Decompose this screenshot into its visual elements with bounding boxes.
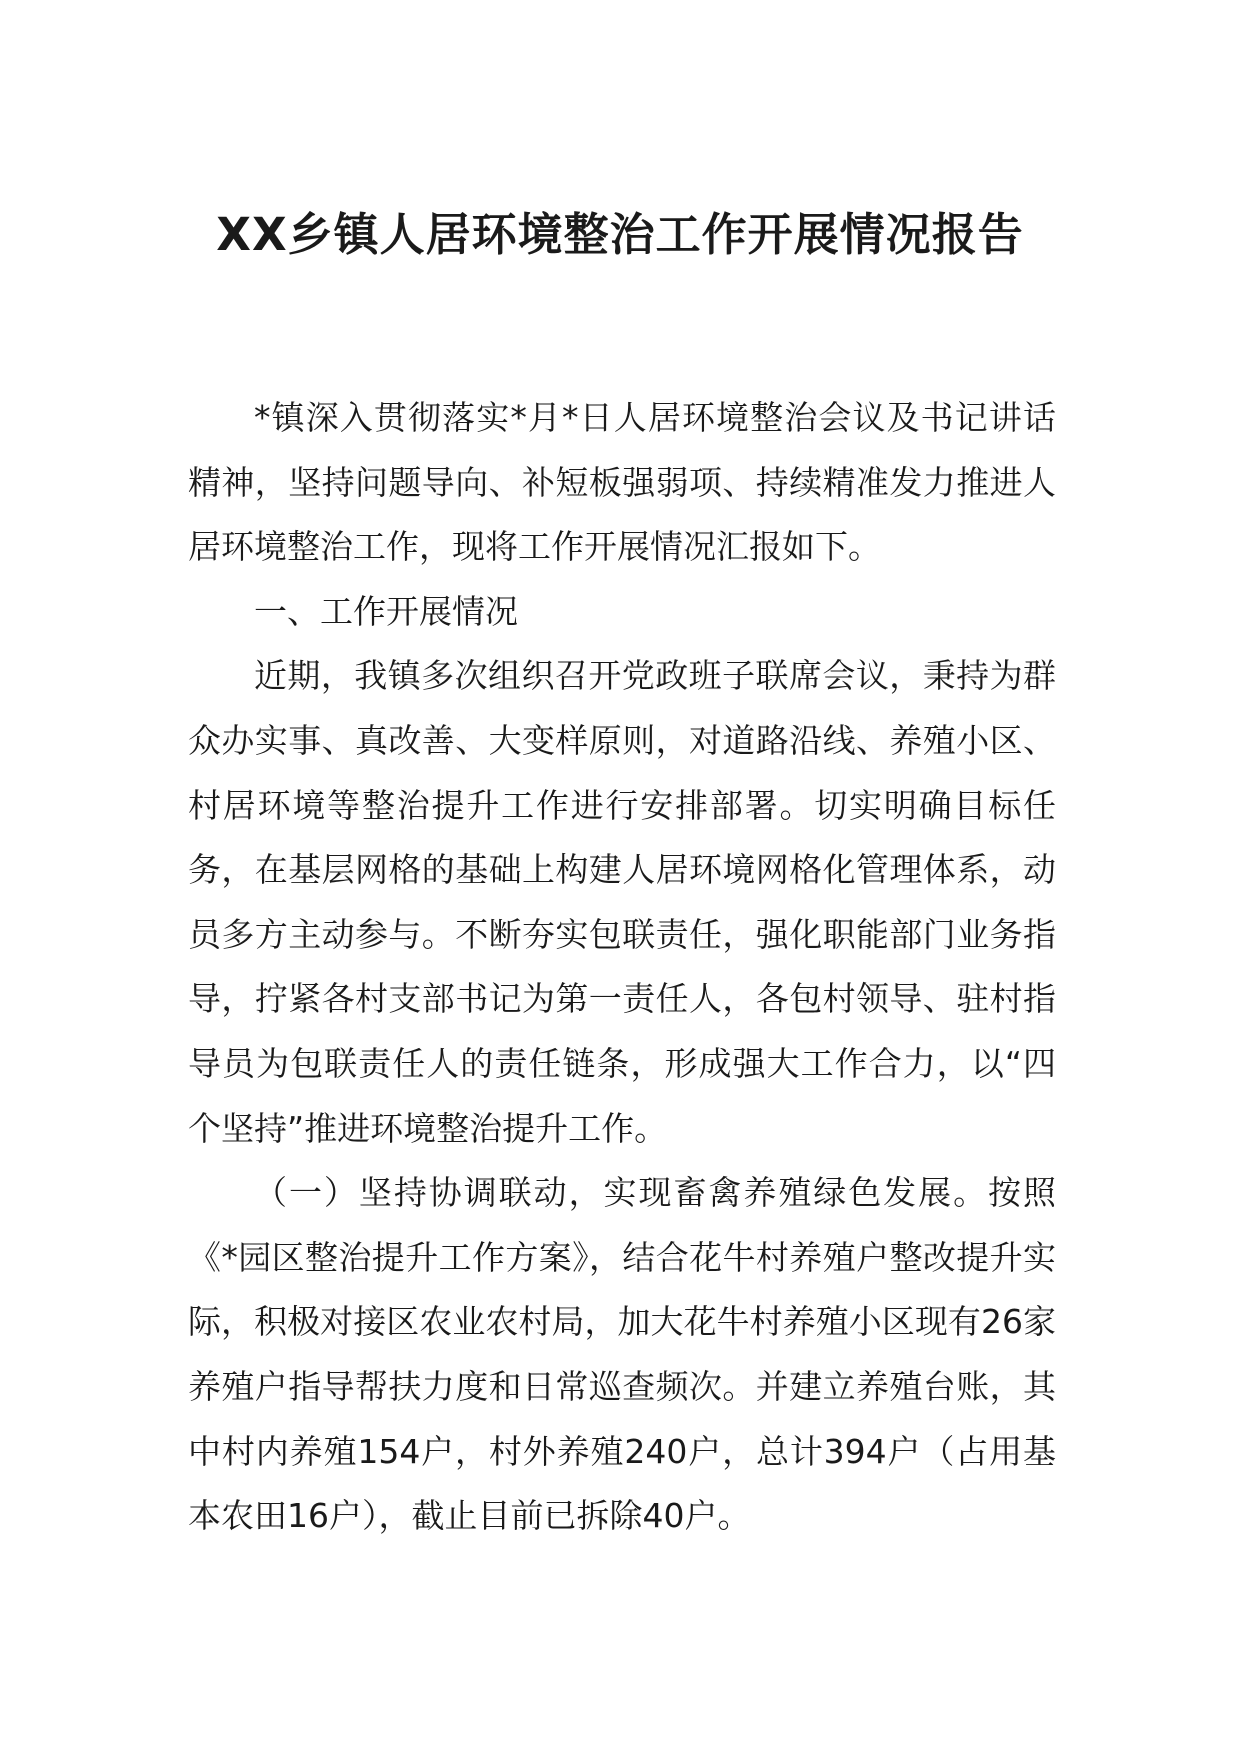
paragraph-overview: 近期，我镇多次组织召开党政班子联席会议，秉持为群众办实事、真改善、大变样原则，对道路沿线、养殖小区、村居环境等整治提升工作进行安排部署。切实明确目标任务，在基层网格的基础上构建人居环境网格化管理体系，动员多方主动参与。不断夯实包联责任，强化职能部门业务指导，拧紧各村支部书记为第一责任人，各包村领导、驻村指导员为包联责任人的责任链条，形成强大工作合力，以“四个坚持”推进环境整治提升工作。 — [188, 656, 1056, 1148]
paragraph-subsection-1: （一）坚持协调联动，实现畜禽养殖绿色发展。按照《*园区整治提升工作方案》，结合花牛村养殖户整改提升实际，积极对接区农业农村局，加大花牛村养殖小区现有26家养殖户指导帮扶力度和日常巡查频次。并建立养殖台账，其中村内养殖154户，村外养殖240户，总计394户（占用基本农田16户），截止目前已拆除40户。 — [188, 1173, 1056, 1536]
section-heading: 一、工作开展情况 — [254, 591, 518, 631]
document-body — [188, 386, 1056, 1549]
paragraph-intro: *镇深入贯彻落实*月*日人居环境整治会议及书记讲话精神，坚持问题导向、补短板强弱项、持续精准发力推进人居环境整治工作，现将工作开展情况汇报如下。 — [188, 398, 1056, 567]
document-title: XX乡镇人居环境整治工作开展情况报告 — [216, 208, 1024, 261]
